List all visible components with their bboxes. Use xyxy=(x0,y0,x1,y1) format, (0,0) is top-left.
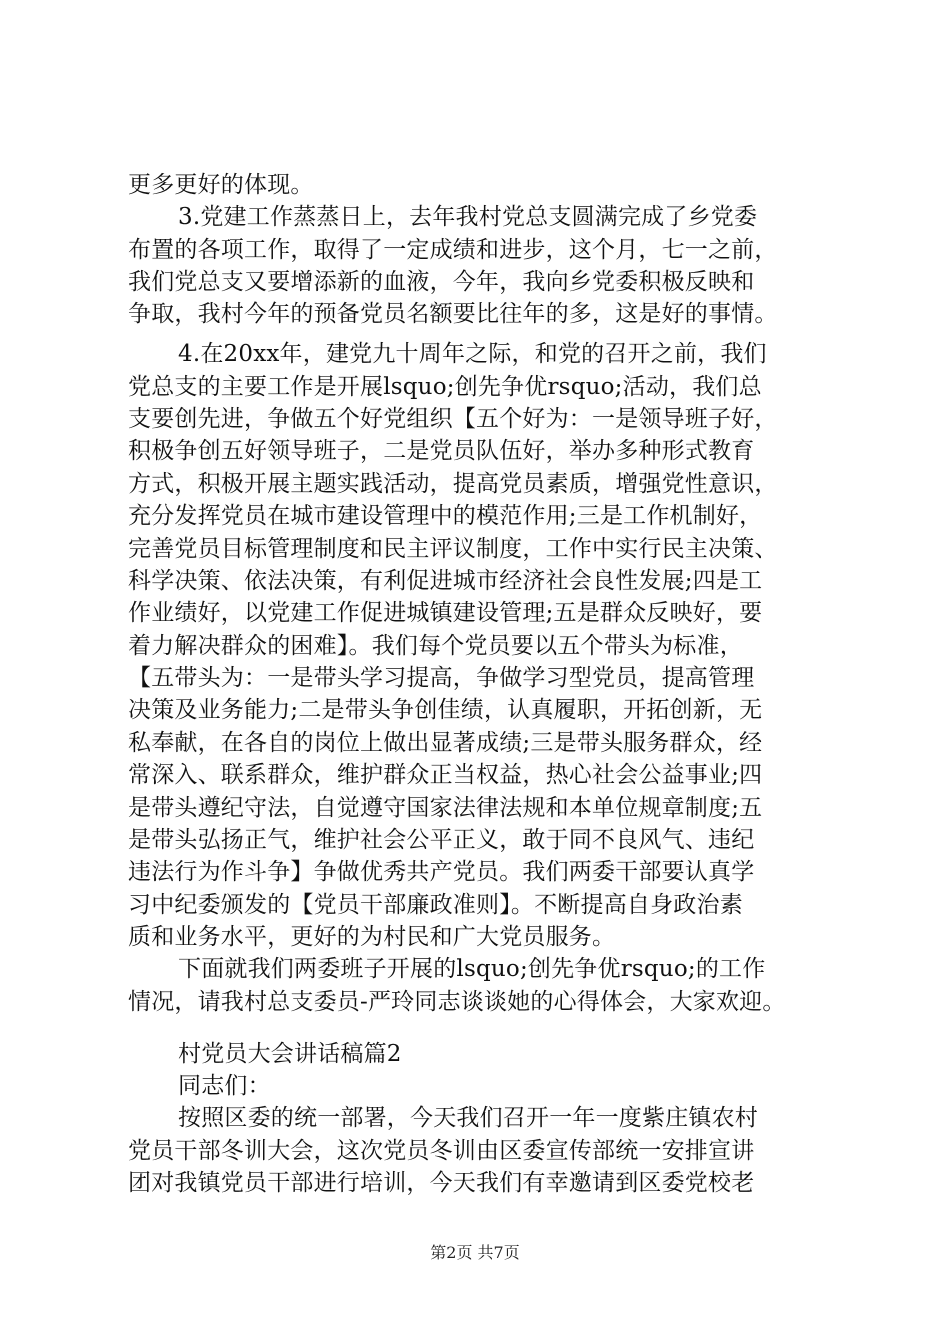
text-line: 下面就我们两委班子开展的lsquo;创先争优rsquo;的工作 xyxy=(178,956,766,982)
text-line: 更多更好的体现。 xyxy=(128,172,314,198)
page-footer: 第2页 共7页 xyxy=(430,1243,520,1262)
text-line: 支要创先进，争做五个好党组织【五个好为：一是领导班子好， xyxy=(128,406,778,432)
text-line: 党总支的主要工作是开展lsquo;创先争优rsquo;活动，我们总 xyxy=(128,374,762,400)
text-line: 习中纪委颁发的【党员干部廉政准则】。不断提高自身政治素 xyxy=(128,892,743,918)
text-line: 私奉献，在各自的岗位上做出显著成绩;三是带头服务群众，经 xyxy=(128,730,763,756)
text-line: 争取，我村今年的预备党员名额要比往年的多，这是好的事情。 xyxy=(128,301,778,327)
salutation: 同志们： xyxy=(178,1073,271,1099)
text-line: 着力解决群众的困难】。我们每个党员要以五个带头为标准， xyxy=(128,633,743,659)
text-line: 团对我镇党员干部进行培训，今天我们有幸邀请到区委党校老 xyxy=(128,1170,755,1196)
text-line: 积极争创五好领导班子，二是党员队伍好，举办多种形式教育 xyxy=(128,438,755,464)
text-line: 是带头遵纪守法，自觉遵守国家法律法规和本单位规章制度;五 xyxy=(128,795,763,821)
text-line: 党员干部冬训大会，这次党员冬训由区委宣传部统一安排宣讲 xyxy=(128,1138,755,1164)
text-line: 4.在20xx年，建党九十周年之际，和党的召开之前，我们 xyxy=(178,341,767,367)
text-line: 布置的各项工作，取得了一定成绩和进步，这个月，七一之前， xyxy=(128,237,778,263)
text-line: 作业绩好，以党建工作促进城镇建设管理;五是群众反映好，要 xyxy=(128,600,763,626)
text-line: 完善党员目标管理制度和民主评议制度，工作中实行民主决策、 xyxy=(128,536,778,562)
text-line: 科学决策、依法决策，有利促进城市经济社会良性发展;四是工 xyxy=(128,568,763,594)
text-line: 违法行为作斗争】争做优秀共产党员。我们两委干部要认真学 xyxy=(128,859,755,885)
text-line: 是带头弘扬正气，维护社会公平正义，敢于同不良风气、违纪 xyxy=(128,827,755,853)
text-line: 方式，积极开展主题实践活动，提高党员素质，增强党性意识， xyxy=(128,471,778,497)
text-line: 我们党总支又要增添新的血液，今年，我向乡党委积极反映和 xyxy=(128,269,755,295)
section-heading: 村党员大会讲话稿篇2 xyxy=(178,1041,402,1067)
text-line: 按照区委的统一部署，今天我们召开一年一度紫庄镇农村 xyxy=(178,1105,758,1131)
text-line: 充分发挥党员在城市建设管理中的模范作用;三是工作机制好， xyxy=(128,503,763,529)
text-line: 情况，请我村总支委员-严玲同志谈谈她的心得体会，大家欢迎。 xyxy=(128,989,786,1015)
text-line: 常深入、联系群众，维护群众正当权益，热心社会公益事业;四 xyxy=(128,762,763,788)
text-line: 【五带头为：一是带头学习提高，争做学习型党员，提高管理 xyxy=(128,665,755,691)
text-line: 3.党建工作蒸蒸日上，去年我村党总支圆满完成了乡党委 xyxy=(178,204,758,230)
text-line: 决策及业务能力;二是带头争创佳绩，认真履职，开拓创新，无 xyxy=(128,697,763,723)
text-line: 质和业务水平，更好的为村民和广大党员服务。 xyxy=(128,924,616,950)
